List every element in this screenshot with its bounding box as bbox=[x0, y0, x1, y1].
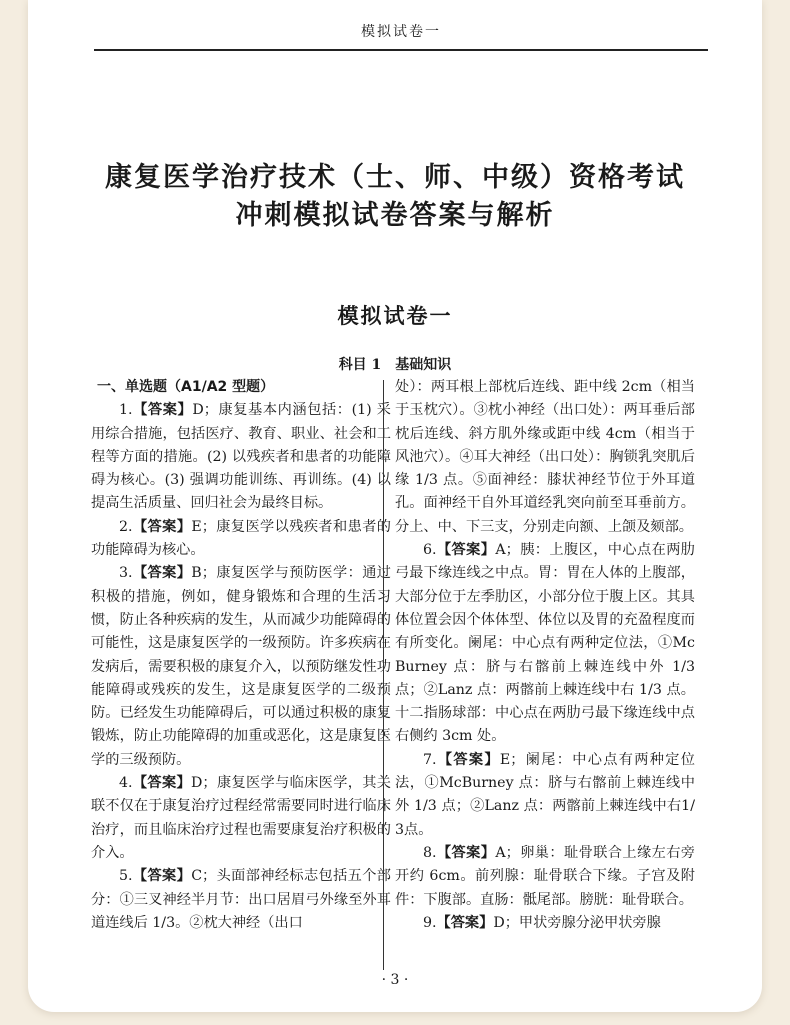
section-heading: 一、单选题（A1/A2 型题） bbox=[97, 379, 275, 395]
answer-tag: 【答案】 bbox=[436, 542, 496, 559]
subject-heading: 科目 1 基础知识 bbox=[338, 357, 452, 373]
answer-tag: 【答案】 bbox=[132, 565, 192, 582]
answer-item-5-continued: 处）：两耳根上部枕后连线、距中线 2cm（相当于玉枕穴）。③枕小神经（出口处）：两耳垂后部枕后连线、斜方肌外缘或距中线 4cm（相当于风池穴）。④耳大神经（出口处）：胸锁乳突肌后缘 1/3 点。⑤面神经：膝状神经节位于外耳道孔。面神经干自外耳道经乳突向前至耳垂前方。分上、中、下三支，分别走向额、上颌及颏部。 bbox=[395, 379, 695, 535]
answer-item-1: 1.【答案】D；康复基本内涵包括：(1) 采用综合措施，包括医疗、教育、职业、社会和工程等方面的措施。(2) 以残疾者和患者的功能障碍为核心。(3) 强调功能训练、再训练。(4) 以提高生活质量、回归社会为最终目标。 bbox=[91, 402, 391, 512]
answer-tag: 【答案】 bbox=[132, 775, 192, 792]
right-column bbox=[395, 376, 695, 935]
answer-item-7: 7.【答案】E；阑尾：中心点有两种定位法，①McBurney 点：脐与右髂前上棘连线中外 1/3 点；②Lanz 点：两髂前上棘连线中右1/3点。 bbox=[395, 751, 695, 838]
document-page bbox=[28, 0, 762, 1012]
header-rule bbox=[94, 49, 708, 51]
answer-item-6: 6.【答案】A；胰：上腹区，中心点在两肋弓最下缘连线之中点。胃：胃在人体的上腹部，大部分位于左季肋区，小部分位于腹上区。其具体位置会因个体体型、体位以及胃的充盈程度而有所变化。阑尾：中心点有两种定位法，①McBurney 点：脐与右髂前上棘连线中外 1/3 点；②Lanz 点：两髂前上棘连线中右 1/3 点。十二指肠球部：中心点在两肋弓最下缘连线中点右侧约 3cm 处。 bbox=[395, 542, 695, 745]
answer-item-8: 8.【答案】A；卵巢：耻骨联合上缘左右旁开约 6cm。前列腺：耻骨联合下缘。子宫及附件：下腹部。直肠：骶尾部。膀胱：耻骨联合。 bbox=[395, 844, 695, 908]
column-divider bbox=[383, 380, 384, 970]
answer-tag: 【答案】 bbox=[436, 844, 496, 861]
answer-tag: 【答案】 bbox=[436, 751, 500, 768]
answer-tag: 【答案】 bbox=[132, 868, 192, 885]
answer-item-3: 3.【答案】B；康复医学与预防医学：通过积极的措施，例如，健身锻炼和合理的生活习惯，防止各种疾病的发生，从而减少功能障碍的可能性，这是康复医学的一级预防。许多疾病在发病后，需要积极的康复介入，以预防继发性功能障碍或残疾的发生，这是康复医学的二级预防。已经发生功能障碍后，可以通过积极的康复锻炼，防止功能障碍的加重或恶化，这是康复医学的三级预防。 bbox=[91, 565, 391, 768]
answer-tag: 【答案】 bbox=[132, 518, 192, 535]
paper-title: 模拟试卷一 bbox=[337, 304, 453, 328]
answer-item-4: 4.【答案】D；康复医学与临床医学，其关联不仅在于康复治疗过程经常需要同时进行临床治疗，而且临床治疗过程也需要康复治疗积极的介入。 bbox=[91, 775, 391, 861]
document-title-line-1: 康复医学治疗技术（士、师、中级）资格考试 bbox=[105, 162, 685, 193]
answer-item-2: 2.【答案】E；康复医学以残疾者和患者的功能障碍为核心。 bbox=[91, 518, 391, 559]
answer-item-5: 5.【答案】C；头面部神经标志包括五个部分：①三叉神经半月节：出口居眉弓外缘至外耳道连线后 1/3。②枕大神经（出口 bbox=[91, 868, 391, 931]
page-number: · 3 · bbox=[381, 972, 409, 988]
document-title-line-2: 冲刺模拟试卷答案与解析 bbox=[235, 200, 555, 231]
answer-tag: 【答案】 bbox=[132, 402, 193, 419]
left-column bbox=[91, 376, 391, 935]
answer-item-9: 9.【答案】D；甲状旁腺分泌甲状旁腺 bbox=[423, 914, 661, 931]
running-head: 模拟试卷一 bbox=[361, 24, 441, 40]
answer-tag: 【答案】 bbox=[436, 914, 494, 931]
